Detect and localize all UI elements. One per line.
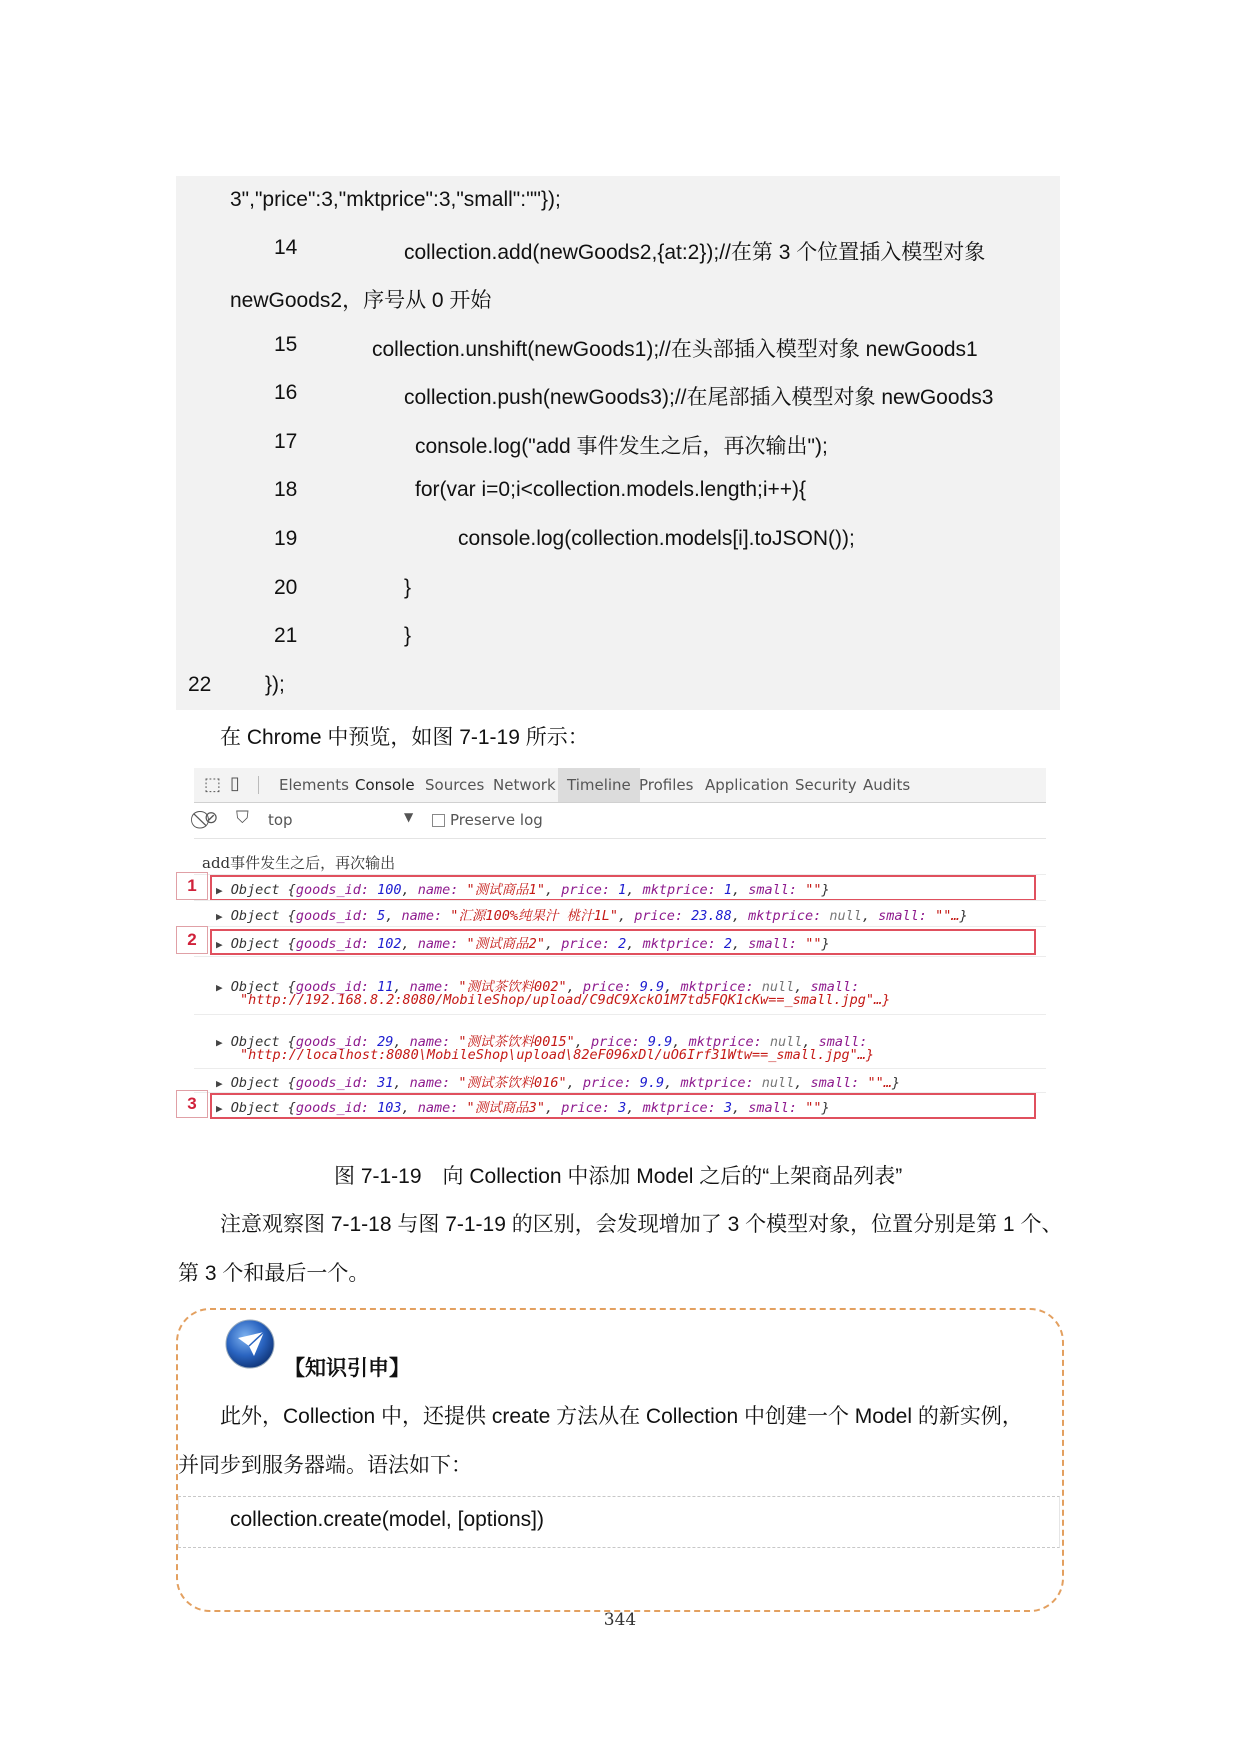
tab-sources[interactable]: Sources [425,776,485,794]
device-toggle-icon[interactable]: ▯ [230,773,240,793]
code-line: console.log("add 事件发生之后，再次输出"); [415,435,828,458]
row-divider [194,926,1046,927]
tab-timeline[interactable]: Timeline [558,768,640,802]
page-number: 344 [603,1610,637,1630]
knowledge-title: 【知识引申】 [284,1357,410,1380]
tab-console[interactable]: Console [355,776,415,794]
console-toolbar [194,802,1046,839]
tab-profiles[interactable]: Profiles [639,776,694,794]
row-divider [194,956,1046,957]
tab-security[interactable]: Security [795,776,857,794]
console-object-url: "http://192.168.8.2:8080/MobileShop/upload/C9dC9XckO1M7td5FQK1cKw==_small.jpg"…} [240,992,891,1008]
expand-triangle-icon[interactable]: ▶ [216,884,223,897]
body-paragraph-line: 第 3 个和最后一个。 [178,1262,370,1285]
code-line-number: 21 [274,624,298,647]
tab-audits[interactable]: Audits [863,776,911,794]
devtools-tab-bar [194,768,1046,803]
code-line: }); [265,673,285,696]
devtools-screenshot [176,768,1050,1134]
console-object-row[interactable]: ▶ Object {goods_id: 11, name: "测试茶饮料002", price: 9.9, mktprice: null, small: [216,979,860,995]
code-line-number: 20 [274,576,298,599]
figure-caption: 图 7-1-19 向 Collection 中添加 Model 之后的“上架商品列表” [334,1165,903,1188]
syntax-code: collection.create(model, [options]) [230,1508,544,1531]
expand-triangle-icon[interactable]: ▶ [216,938,223,951]
code-line: for(var i=0;i<collection.models.length;i++){ [415,478,807,501]
console-object-row[interactable]: ▶ Object {goods_id: 29, name: "测试茶饮料0015", price: 9.9, mktprice: null, small: [216,1034,868,1050]
console-object-url: "http://localhost:8080\MobileShop\upload\82eF096xDl/uO6Irf31Wtw==_small.jpg"…} [240,1047,874,1063]
chevron-down-icon[interactable]: ▼ [404,810,414,824]
filter-icon[interactable]: ⛉ [236,808,249,827]
intro-paragraph: 在 Chrome 中预览，如图 7-1-19 所示： [220,726,589,749]
code-line-number: 19 [274,527,298,550]
code-line: collection.push(newGoods3);//在尾部插入模型对象 newGoods3 [404,386,994,409]
console-object-row[interactable]: ▶ Object {goods_id: 100, name: "测试商品1", price: 1, mktprice: 1, small: ""} [216,882,830,898]
code-line-number: 18 [274,478,298,501]
code-line-number: 17 [274,430,298,453]
code-line: collection.add(newGoods2,{at:2});//在第 3 个位置插入模型对象 [404,241,986,264]
expand-triangle-icon[interactable]: ▶ [216,1036,223,1049]
row-divider [194,1068,1046,1069]
tab-elements[interactable]: Elements [279,776,349,794]
expand-triangle-icon[interactable]: ▶ [216,1102,223,1115]
block-icon[interactable]: ⊘ [204,808,219,827]
code-line: } [404,624,412,647]
code-line-number: 16 [274,381,298,404]
console-object-row[interactable]: ▶ Object {goods_id: 103, name: "测试商品3", price: 3, mktprice: 3, small: ""} [216,1100,830,1116]
body-paragraph-line: 注意观察图 7-1-18 与图 7-1-19 的区别，会发现增加了 3 个模型对象，位置分别是第 1 个、 [220,1213,1063,1236]
code-line: console.log(collection.models[i].toJSON()); [458,527,855,550]
code-line-number: 22 [188,673,212,696]
marker-number: 1 [176,872,208,900]
console-object-row[interactable]: ▶ Object {goods_id: 31, name: "测试茶饮料016", price: 9.9, mktprice: null, small: ""…} [216,1075,900,1091]
tab-network[interactable]: Network [493,776,556,794]
inspect-element-icon[interactable]: ⬚ [204,774,222,794]
console-object-row[interactable]: ▶ Object {goods_id: 102, name: "测试商品2", price: 2, mktprice: 2, small: ""} [216,936,830,952]
code-line: newGoods2，序号从 0 开始 [230,289,492,312]
console-log-message: add事件发生之后，再次输出 [202,854,396,872]
toolbar-divider [258,776,259,794]
paper-plane-icon [224,1318,276,1370]
code-line-number: 15 [274,333,298,356]
code-line-number: 14 [274,236,298,259]
code-line: collection.unshift(newGoods1);//在头部插入模型对象 newGoods1 [372,338,978,361]
preserve-log-label: Preserve log [450,811,543,829]
context-selector[interactable]: top [268,811,293,829]
code-line: } [404,576,412,599]
expand-triangle-icon[interactable]: ▶ [216,910,223,923]
preserve-log-checkbox[interactable] [432,814,445,827]
row-divider [194,1014,1046,1015]
knowledge-text-line: 并同步到服务器端。语法如下： [178,1454,472,1477]
knowledge-text-line: 此外，Collection 中，还提供 create 方法从在 Collection 中创建一个 Model 的新实例， [220,1405,1023,1428]
tab-application[interactable]: Application [705,776,789,794]
marker-number: 2 [176,926,208,954]
code-continuation-line: 3","price":3,"mktprice":3,"small":""}); [230,188,561,211]
row-divider [194,900,1046,901]
console-object-row[interactable]: ▶ Object {goods_id: 5, name: "汇源100%纯果汁 桃汁1L", price: 23.88, mktprice: null, small: ""…} [216,908,968,924]
expand-triangle-icon[interactable]: ▶ [216,981,223,994]
expand-triangle-icon[interactable]: ▶ [216,1077,223,1090]
marker-number: 3 [176,1090,208,1118]
